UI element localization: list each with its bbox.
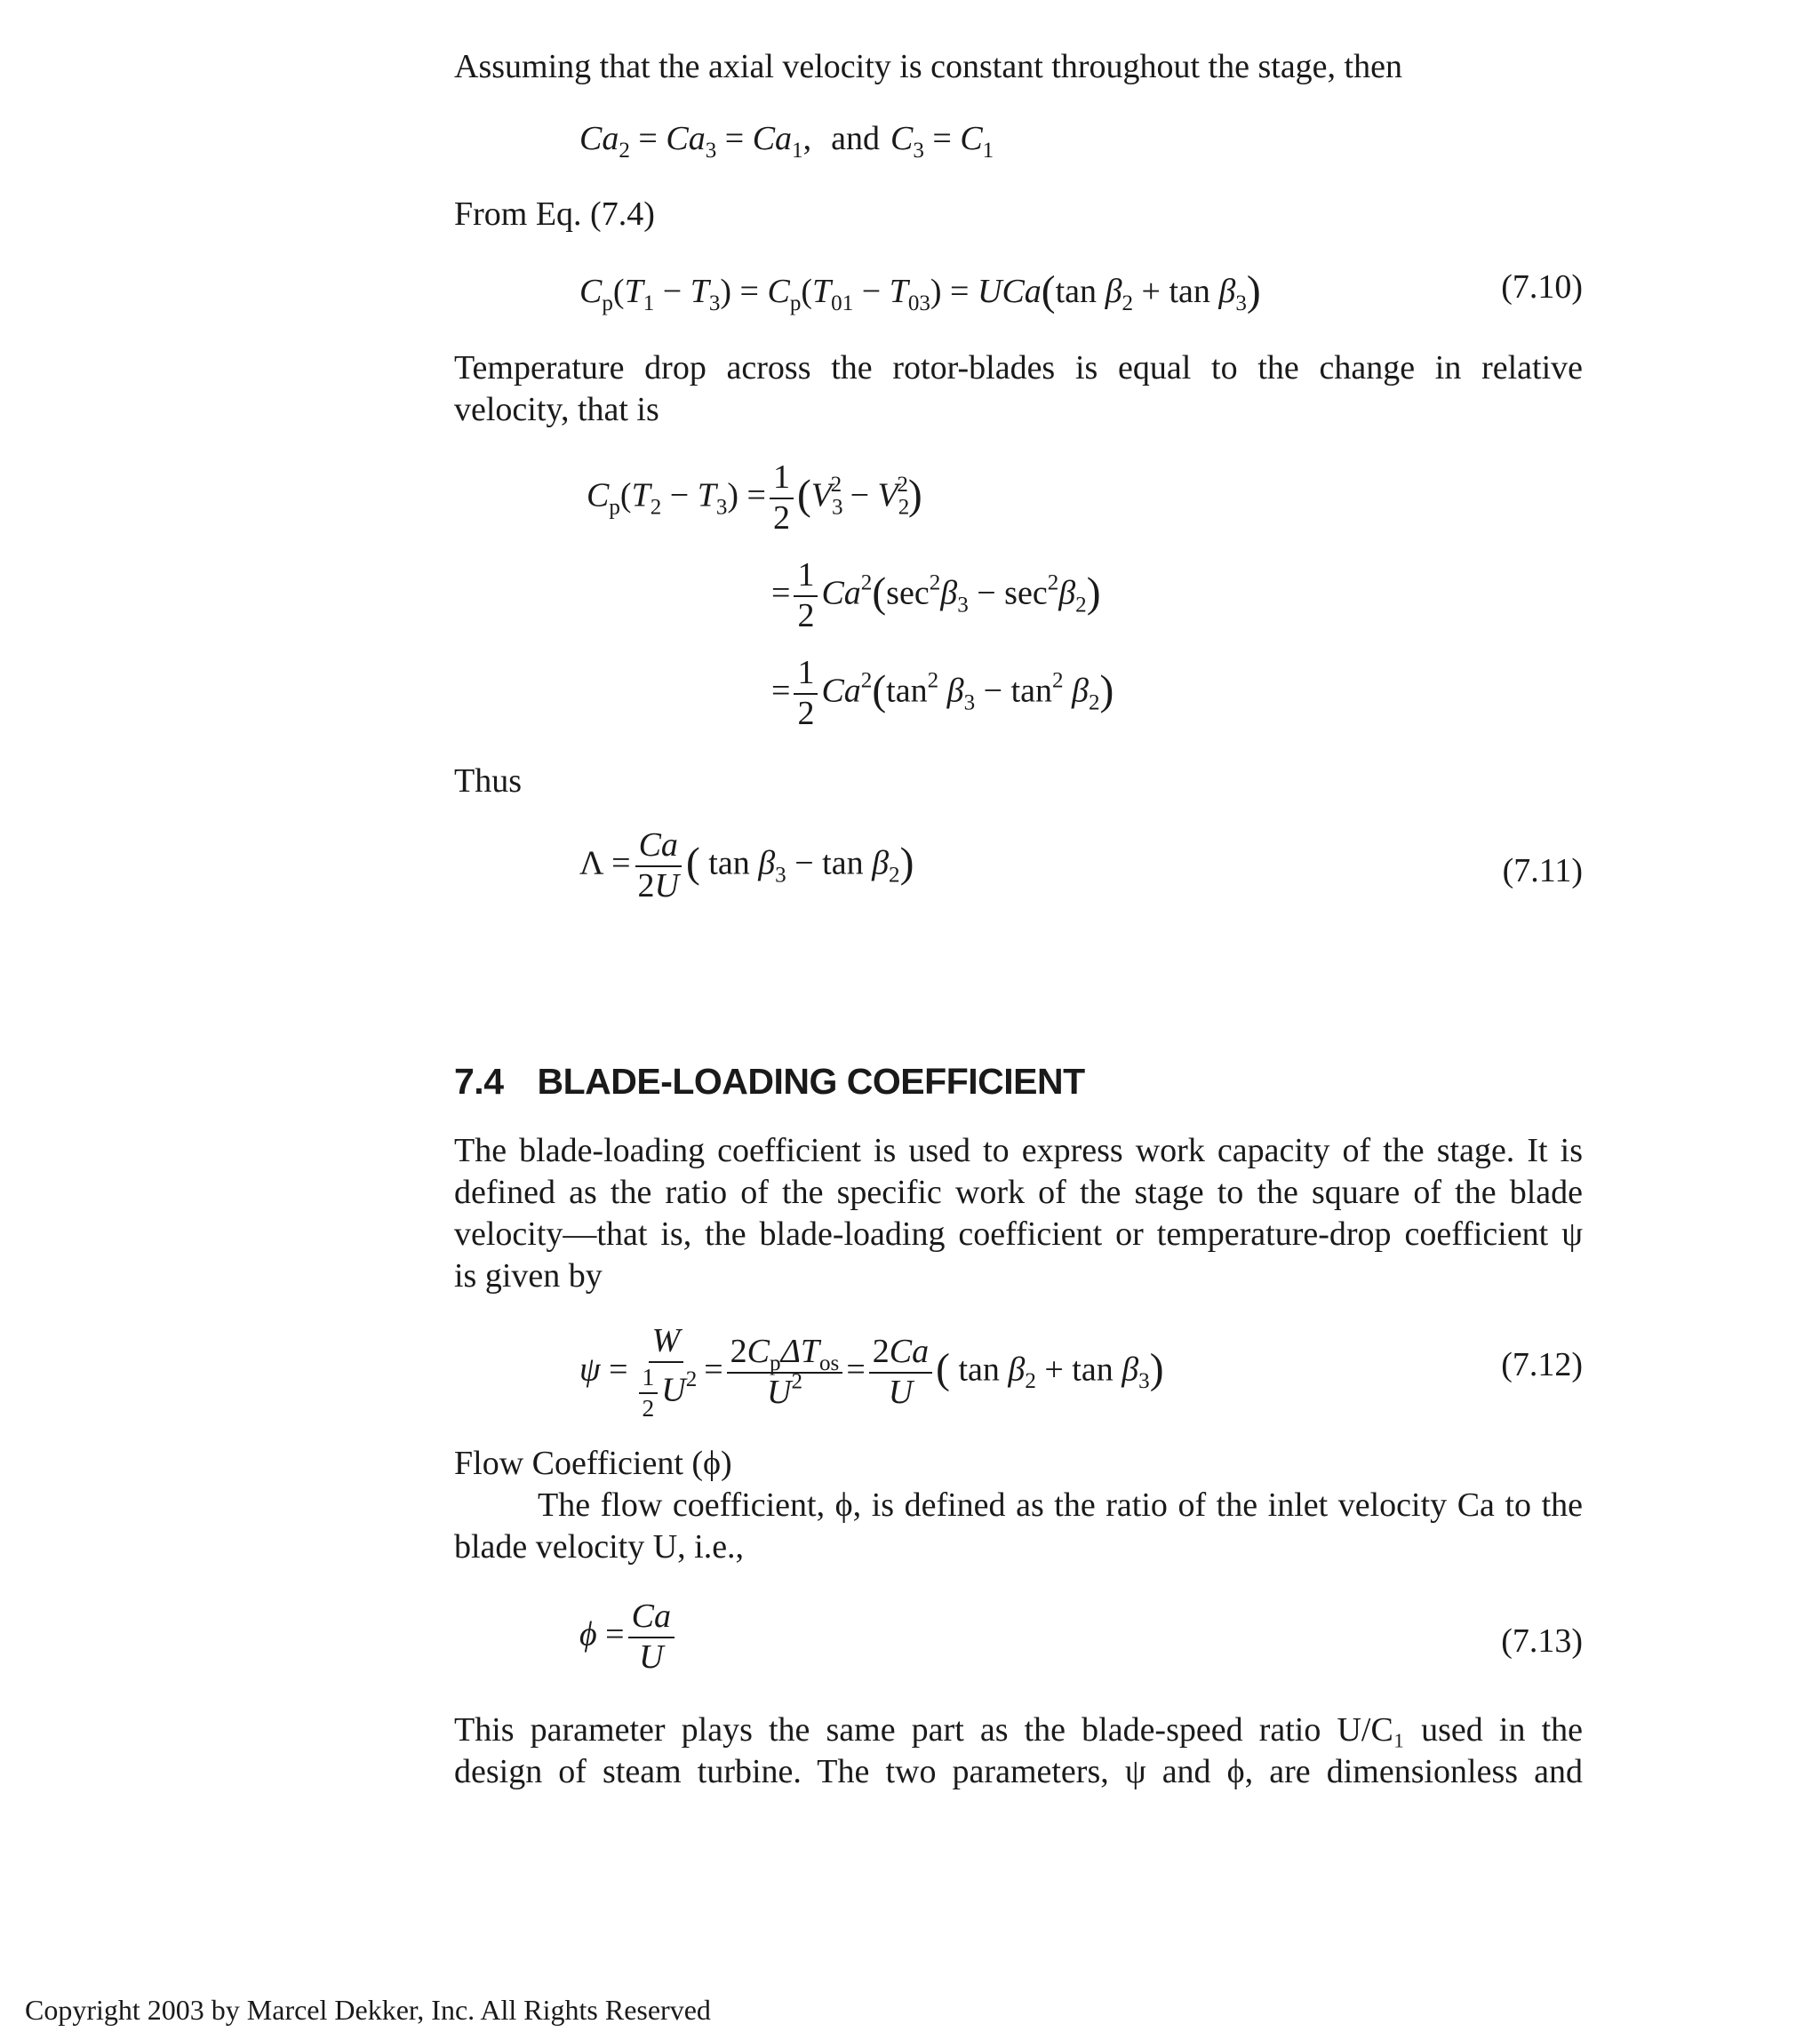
fraction-denominator: 2	[797, 596, 815, 634]
text-line: Thus	[454, 762, 522, 800]
text-line: Assuming that the axial velocity is constant throughout the stage, then	[454, 48, 1402, 85]
text-line: velocity, that is	[454, 391, 659, 428]
equation-axial-velocity: $Ca_2 = Ca_3 = Ca_1$, and $C_3 = C_1$	[579, 120, 994, 163]
text-line: design of steam turbine. The two parameters, ψ and ϕ, are dimensionless and	[454, 1753, 1583, 1790]
text-line: Temperature drop across the rotor-blades is equal to the change in relative	[454, 349, 1583, 386]
fraction-numerator: 1	[770, 460, 794, 499]
paragraph-temperature-drop-cont	[454, 389, 1583, 431]
paragraph-blade-loading-cont	[454, 1255, 1583, 1297]
text-line: The flow coefficient, ϕ, is defined as the ratio of the inlet velocity Ca to the	[538, 1486, 1583, 1524]
equation-number: (7.12)	[1501, 1346, 1583, 1383]
paragraph-flow-coefficient	[454, 1485, 1583, 1526]
flow-coefficient-title	[454, 1443, 1583, 1485]
copyright-footer: Copyright 2003 by Marcel Dekker, Inc. All Rights Reserved	[25, 1994, 711, 2026]
equation-7-13: ϕ = $\frac{Ca}{U}$	[579, 1599, 678, 1676]
equation-number: (7.10)	[1501, 268, 1583, 306]
equation-number: (7.13)	[1501, 1622, 1583, 1660]
text-line: Flow Coefficient (ϕ)	[454, 1445, 732, 1482]
section-number: 7.4	[454, 1061, 504, 1102]
fraction-numerator: 1	[794, 558, 818, 597]
equation-7-11: Λ = $\frac{Ca}{2U}$ ( $\tan \beta_3 - \tan \beta_2$)	[579, 826, 914, 904]
and-word: and	[831, 120, 880, 157]
equation-7-12: ψ = W $\frac{1}{2}$ $U^2$ = $\frac{2C_p\Delta T_{os}}{U^2}$ = $\frac{2Ca}{U}$ ( $\tan \beta_2 + \tan \beta_3$)	[579, 1322, 1164, 1422]
equation-number: (7.11)	[1502, 852, 1583, 889]
paragraph-thus	[454, 761, 1583, 802]
paragraph-flow-coefficient-cont	[454, 1526, 1583, 1568]
paragraph-from-eq	[454, 194, 1583, 235]
equation-rotor-temp-drop-line2: = $\frac{1}{2}$ $Ca^2(\sec^2\beta_3 - \sec^2\beta_2)$	[771, 556, 1101, 634]
equation-rotor-temp-drop-line3: = $\frac{1}{2}$ $Ca^2(\tan^2$ $\beta_3 - \tan^2 \beta_2$)	[771, 654, 1114, 732]
text-line: is given by	[454, 1257, 603, 1295]
fraction-denominator: 2	[797, 694, 815, 732]
fraction-numerator: 1	[794, 656, 818, 695]
text-line: The blade-loading coefficient is used to express work capacity of the stage. It is	[454, 1132, 1583, 1169]
text-line: defined as the ratio of the specific work of the stage to the square of the blade	[454, 1174, 1583, 1211]
paragraph-parameter	[454, 1709, 1583, 1793]
text-line: blade velocity U, i.e.,	[454, 1528, 745, 1566]
paragraph-temperature-drop	[454, 347, 1583, 389]
text-line: This parameter plays the same part as the blade-speed ratio U/C₁ used in the	[454, 1711, 1583, 1749]
fraction-denominator: 2	[772, 498, 790, 537]
section-heading	[454, 1061, 1085, 1103]
text-line: velocity—that is, the blade-loading coefficient or temperature-drop coefficient ψ	[454, 1215, 1583, 1253]
equation-rotor-temp-drop-line1: $C_p(T_2 - T_3)$ = $\frac{1}{2}$ $(V_3^2 - V_2^2)$	[587, 458, 922, 537]
paragraph-blade-loading	[454, 1130, 1583, 1255]
equation-7-10: $C_p(T_1 - T_3) = C_p(T_{01} - T_{03}) = UCa(\tan$ $\beta_2 + \tan \beta_3$)	[579, 268, 1261, 315]
text-line: From Eq. (7.4)	[454, 195, 655, 233]
section-title: BLADE-LOADING COEFFICIENT	[537, 1061, 1085, 1102]
paragraph-axial-velocity	[454, 46, 1583, 88]
